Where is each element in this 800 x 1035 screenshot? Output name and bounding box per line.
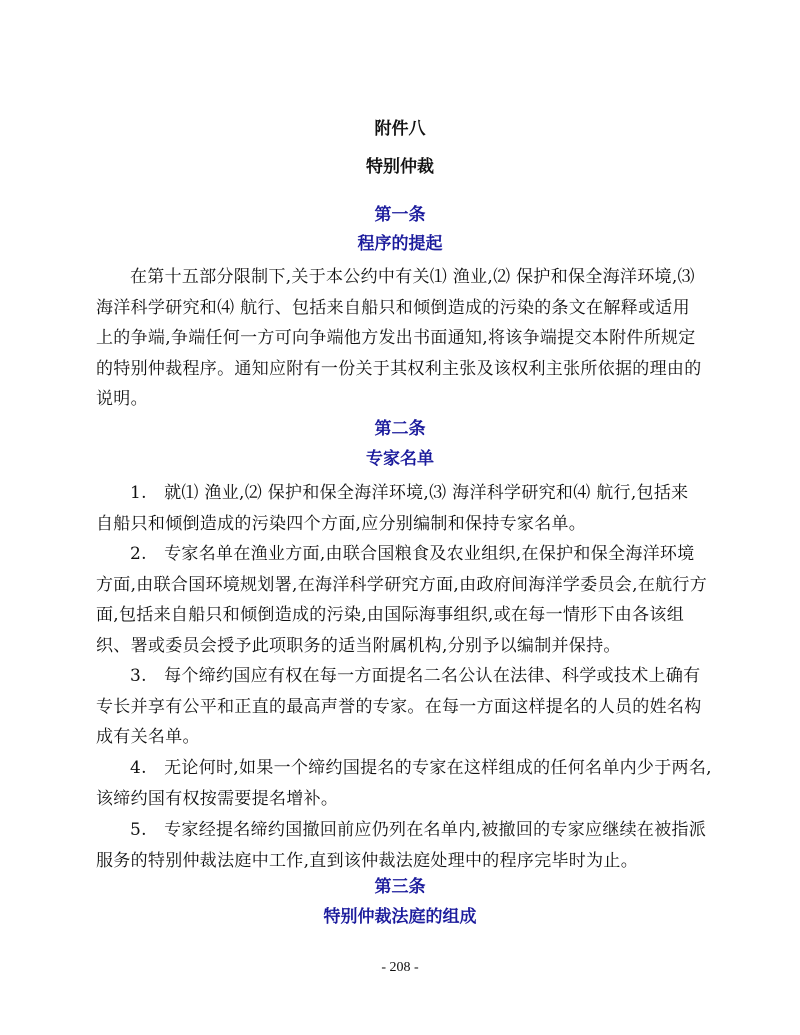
article-3-title: 特别仲裁法庭的组成 bbox=[323, 907, 477, 927]
text-line: 该缔约国有权按需要提名增补。 bbox=[96, 788, 339, 809]
article-2-paragraph-2 bbox=[96, 539, 718, 661]
article-1-paragraph bbox=[96, 262, 718, 415]
text-line: 专长并享有公平和正直的最高声誉的专家。在每一方面这样提名的人员的姓名构 bbox=[96, 696, 702, 717]
article-1-number: 第一条 bbox=[374, 205, 426, 225]
text-line: 2. 专家名单在渔业方面,由联合国粮食及农业组织,在保护和保全海洋环境 bbox=[130, 544, 695, 564]
text-line: 说明。 bbox=[96, 389, 148, 409]
article-2-number: 第二条 bbox=[374, 419, 426, 439]
text-line: 成有关名单。 bbox=[96, 727, 200, 747]
text-line: 上的争端,争端任何一方可向争端他方发出书面通知,将该争端提交本附件所规定 bbox=[96, 328, 696, 348]
text-line: 海洋科学研究和⑷ 航行、包括来自船只和倾倒造成的污染的条文在解释或适用 bbox=[96, 297, 690, 318]
article-3-number: 第三条 bbox=[374, 877, 426, 897]
text-line: 1. 就⑴ 渔业,⑵ 保护和保全海洋环境,⑶ 海洋科学研究和⑷ 航行,包括来 bbox=[130, 483, 689, 503]
text-line: 织、署或委员会授予此项职务的适当附属机构,分别予以编制并保持。 bbox=[96, 635, 621, 656]
text-line: 方面,由联合国环境规划署,在海洋科学研究方面,由政府间海洋学委员会,在航行方 bbox=[96, 574, 708, 595]
text-line: 的特别仲裁程序。通知应附有一份关于其权利主张及该权利主张所依据的理由的 bbox=[96, 358, 702, 379]
text-line: 在第十五部分限制下,关于本公约中有关⑴ 渔业,⑵ 保护和保全海洋环境,⑶ bbox=[130, 267, 695, 287]
text-line: 自船只和倾倒造成的污染四个方面,应分别编制和保持专家名单。 bbox=[96, 513, 587, 534]
annex-title: 附件八 bbox=[374, 119, 426, 139]
article-2-paragraph-4 bbox=[96, 753, 718, 814]
text-line: 3. 每个缔约国应有权在每一方面提名二名公认在法律、科学或技术上确有 bbox=[130, 666, 701, 686]
text-line: 服务的特别仲裁法庭中工作,直到该仲裁法庭处理中的程序完毕时为止。 bbox=[96, 850, 639, 871]
annex-subtitle: 特别仲裁 bbox=[366, 157, 434, 177]
article-1-title: 程序的提起 bbox=[357, 234, 443, 254]
text-line: 面,包括来自船只和倾倒造成的污染,由国际海事组织,或在每一情形下由各该组 bbox=[96, 605, 685, 625]
text-line: 4. 无论何时,如果一个缔约国提名的专家在这样组成的任何名单内少于两名, bbox=[130, 758, 712, 778]
article-2-title: 专家名单 bbox=[366, 449, 434, 469]
article-2-paragraph-3 bbox=[96, 661, 718, 753]
article-2-paragraph-5 bbox=[96, 815, 718, 876]
article-2-paragraph-1 bbox=[96, 478, 718, 539]
page-number: - 208 - bbox=[381, 960, 419, 975]
text-line: 5. 专家经提名缔约国撤回前应仍列在名单内,被撤回的专家应继续在被指派 bbox=[130, 820, 707, 840]
